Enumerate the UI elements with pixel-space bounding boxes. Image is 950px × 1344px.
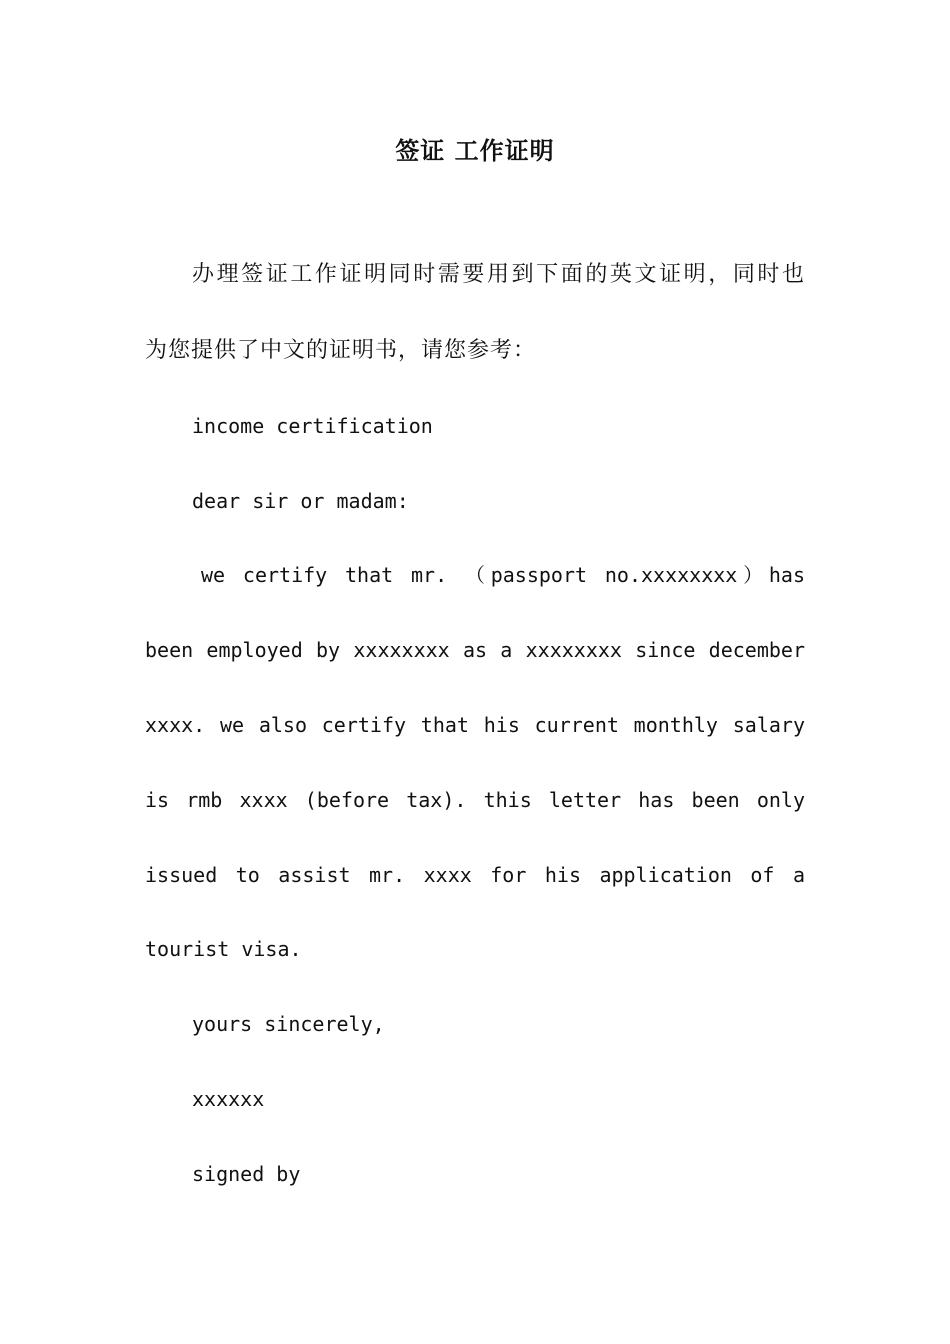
signer-name: xxxxxx bbox=[192, 1087, 265, 1111]
body-line-3: xxxx. we also certify that his current monthly salary bbox=[145, 713, 805, 737]
intro-line-1: 办理签证工作证明同时需要用到下面的英文证明，同时也 bbox=[192, 262, 805, 287]
signed-by: signed by bbox=[192, 1162, 301, 1186]
closing: yours sincerely, bbox=[192, 1012, 385, 1036]
body-line-4: is rmb xxxx (before tax). this letter has been only bbox=[145, 788, 805, 812]
body-line-2: been employed by xxxxxxxx as a xxxxxxxx since december bbox=[145, 638, 805, 662]
intro-line-2: 为您提供了中文的证明书，请您参考： bbox=[145, 338, 537, 363]
salutation: dear sir or madam: bbox=[192, 489, 409, 513]
body-line-5: issued to assist mr. xxxx for his application of a bbox=[145, 863, 805, 887]
letter-heading: income certification bbox=[192, 414, 433, 438]
document-title: 签证 工作证明 bbox=[395, 137, 555, 165]
body-line-6: tourist visa. bbox=[145, 937, 302, 961]
body-line-1: we certify that mr. （passport no.xxxxxxxx）has bbox=[201, 563, 805, 587]
